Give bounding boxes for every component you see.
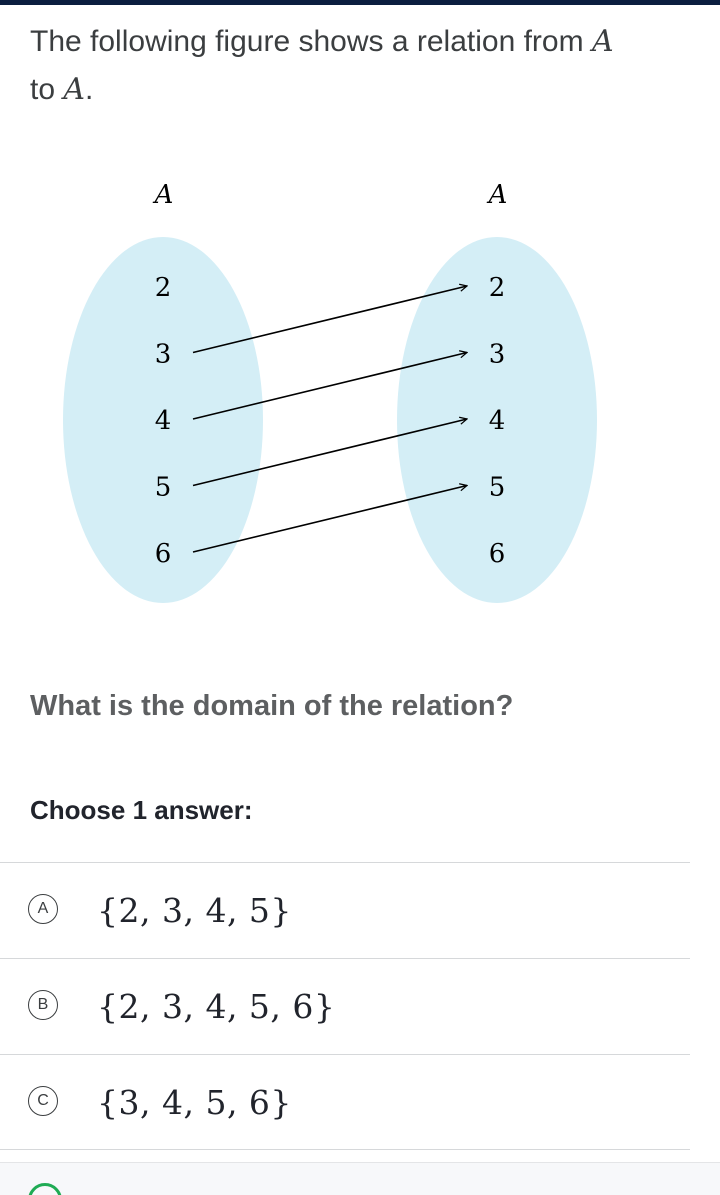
choice-c-text: {3, 4, 5, 6}: [97, 1083, 292, 1122]
left-element-5: 5: [154, 472, 172, 503]
left-element-6: 6: [154, 539, 172, 569]
intro-text-end: .: [85, 73, 94, 106]
intro-text-middle: to: [30, 73, 64, 106]
left-element-2: 2: [154, 273, 172, 303]
intro-set-a: A: [591, 24, 614, 59]
answer-choices: [0, 862, 690, 1150]
choice-b[interactable]: [0, 958, 690, 1054]
problem-intro: [30, 18, 700, 114]
right-element-2: 2: [488, 273, 506, 303]
choice-a-text: {2, 3, 4, 5}: [97, 891, 292, 930]
relation-diagram-svg: [0, 160, 720, 620]
left-element-3: 3: [154, 339, 172, 370]
choice-c-letter-badge[interactable]: C: [28, 1086, 58, 1116]
intro-set-b: A: [63, 72, 86, 107]
footer-strip: [0, 1162, 720, 1195]
intro-text-before: The following figure shows a relation from: [30, 25, 592, 58]
right-element-3: 3: [488, 339, 506, 370]
left-set-label: A: [154, 180, 174, 210]
right-element-5: 5: [488, 472, 506, 503]
question-text: What is the domain of the relation?: [30, 690, 514, 722]
choice-b-text: {2, 3, 4, 5, 6}: [97, 987, 336, 1026]
choice-a-letter-badge[interactable]: A: [28, 894, 58, 924]
right-element-6: 6: [488, 539, 506, 569]
right-set-label: A: [488, 180, 508, 210]
top-bar: [0, 0, 720, 5]
choice-c[interactable]: [0, 1054, 690, 1150]
relation-diagram: [0, 160, 720, 620]
left-element-4: 4: [154, 406, 172, 436]
choice-b-letter-badge[interactable]: B: [28, 990, 58, 1020]
choose-prompt: Choose 1 answer:: [30, 795, 253, 825]
choice-a[interactable]: [0, 862, 690, 958]
right-element-4: 4: [488, 406, 506, 436]
